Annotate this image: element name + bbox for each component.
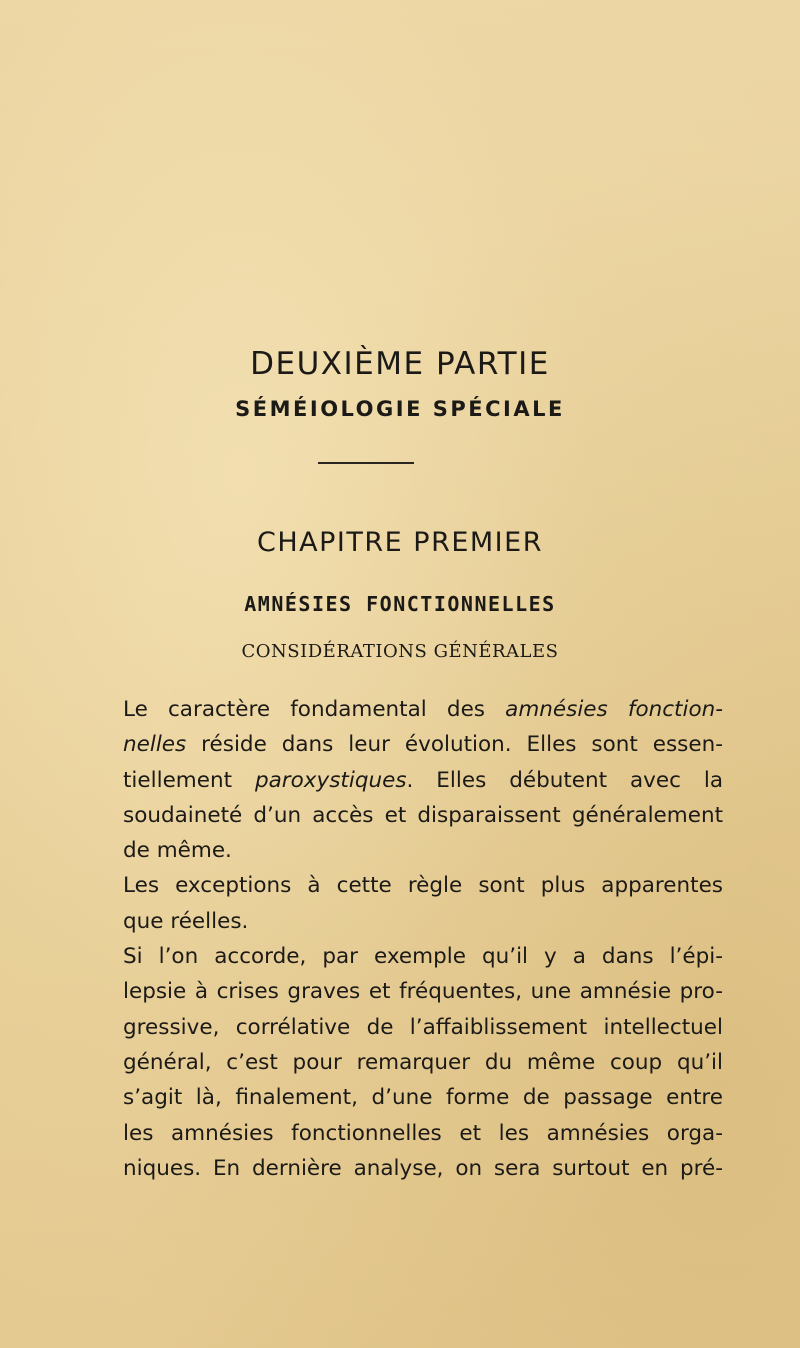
italic-term: amnésies fonction- (505, 697, 723, 722)
text-line (123, 763, 723, 798)
text-line: Les exceptions à cette règle sont plus apparentes (123, 873, 723, 899)
separator-rule (318, 462, 414, 464)
part-subtitle: SÉMÉIOLOGIE SPÉCIALE (235, 397, 565, 421)
text-line: les amnésies fonctionnelles et les amnésies orga- (123, 1120, 723, 1146)
italic-term: paroxystiques (254, 767, 407, 793)
body-text (123, 692, 723, 1186)
section-title: CONSIDÉRATIONS GÉNÉRALES (241, 641, 559, 662)
text-line (123, 727, 723, 762)
chapter-subtitle: AMNÉSIES FONCTIONNELLES (244, 592, 556, 616)
text-line: de même. (123, 838, 232, 864)
text-run: tiellement (123, 767, 255, 793)
text-run: réside dans leur évolution. Elles sont essen- (186, 732, 723, 758)
text-line (123, 692, 723, 727)
text-line: général, c’est pour remarquer du même coup qu’il (123, 1049, 723, 1075)
text-line: Si l’on accorde, par exemple qu’il y a dans l’épi- (123, 944, 723, 970)
text-line: gressive, corrélative de l’affaiblissement intellectuel (123, 1014, 723, 1040)
part-title: DEUXIÈME PARTIE (250, 346, 550, 382)
text-run: Le caractère fondamental des (123, 697, 506, 722)
chapter-title: CHAPITRE PREMIER (257, 527, 543, 558)
text-line: niques. En dernière analyse, on sera surtout en pré- (123, 1155, 723, 1181)
text-line: s’agit là, finalement, d’une forme de passage entre (123, 1085, 723, 1111)
text-line: lepsie à crises graves et fréquentes, une amnésie pro- (123, 979, 723, 1005)
text-line: soudaineté d’un accès et disparaissent généralement (123, 802, 723, 828)
text-run: . Elles débutent avec la (406, 767, 723, 793)
italic-term: nelles (123, 732, 187, 758)
text-line: que réelles. (123, 908, 249, 934)
